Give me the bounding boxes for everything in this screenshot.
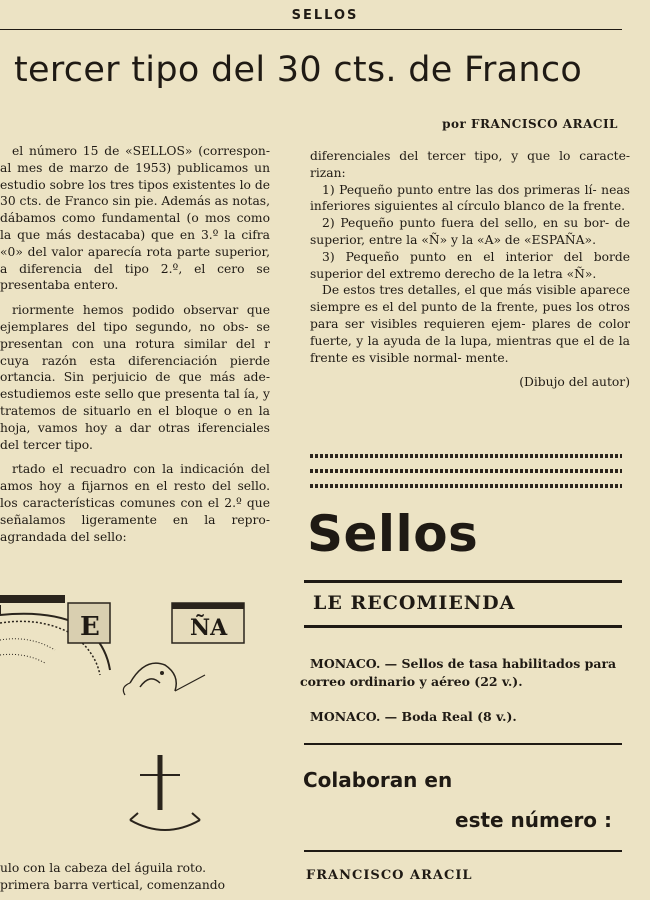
byline: por FRANCISCO ARACIL — [442, 117, 618, 131]
ad-1-line-1: MONACO. — Sellos de tasa habilitados para — [310, 656, 617, 671]
ornament-dashes-1 — [310, 454, 622, 458]
top-rule — [0, 29, 622, 30]
left-paragraph-2: riormente hemos podido observar que ejemplares del tipo segundo, no obs- se presentan con una rotura similar del r cuya razón esta diferenciación pierde ortancia. Sin perjuicio de que más ade- estudiemos este sello que presenta tal ía, y tratemos de situarlo en el bloque o en la hoja, vamos hoy a dar otras iferenciales del tercer tipo. — [0, 303, 270, 452]
rule-2 — [304, 625, 622, 628]
stamp-letters-na: ÑA — [190, 615, 228, 641]
drawing-credit: (Dibujo del autor) — [519, 375, 630, 390]
bottom-left-line-1: ulo con la cabeza del águila roto. — [0, 861, 207, 875]
collab-heading-2: este número : — [455, 808, 613, 832]
rule-1 — [304, 580, 622, 583]
rule-4 — [304, 850, 622, 852]
running-head: SELLOS — [291, 8, 359, 23]
left-paragraph-1: el número 15 de «SELLOS» (correspon- al mes de marzo de 1953) publicamos un estudio sobre los tres tipos existentes lo de 30 cts. de Franco sin pie. Además as notas, dábamos como fundamental (o mos como la que más destacaba) que en 3.º la cifra «0» del valor aparecía rota parte superior, a diferencia del tipo 2.º, el cero se presentaba entero. — [0, 144, 271, 293]
right-item-2: 2) Pequeño punto fuera del sello, en su bor- de superior, entre la «Ñ» y la «A» de «ESPAÑA». — [310, 216, 630, 247]
right-intro: diferenciales del tercer tipo, y que lo caracte- rizan: — [310, 149, 630, 180]
ad-1-line-2: correo ordinario y aéreo (22 v.). — [300, 674, 523, 689]
recommends-heading: LE RECOMIENDA — [313, 592, 516, 614]
stamp-detail-illustration — [0, 595, 260, 845]
contributor-name: FRANCISCO ARACIL — [306, 868, 473, 883]
left-paragraph-3: rtado el recuadro con la indicación del amos hoy a fijarnos en el resto del sello. los características comunes con el 2.º que señalamos ligeramente en la repro- agrandada del sello: — [0, 462, 270, 544]
ornament-dashes-2 — [310, 469, 622, 473]
right-item-3: 3) Pequeño punto en el interior del borde superior del extremo derecho de la letra «Ñ». — [310, 249, 630, 281]
bottom-left-line-2: primera barra vertical, comenzando — [0, 878, 226, 892]
article-title: tercer tipo del 30 cts. de Franco — [14, 50, 583, 90]
left-column — [0, 143, 270, 553]
bottom-left-text — [0, 860, 265, 894]
collab-heading-1: Colaboran en — [303, 768, 453, 792]
right-column — [310, 148, 630, 391]
right-item-1: 1) Pequeño punto entre las dos primeras lí- neas inferiores siguientes al círculo blanco de la frente. — [310, 182, 630, 214]
right-closing: De estos tres detalles, el que más visible aparece siempre es el del punto de la frente, pues los otros para ser visibles requieren ejem- plares de color fuerte, y la ayuda de la lupa, mientras que el de la frente es visible normal- mente. — [310, 283, 630, 365]
rule-3 — [304, 743, 622, 745]
stamp-letter-e: E — [80, 612, 100, 642]
sellos-logo: Sellos — [307, 505, 479, 563]
ad-2-line-1: MONACO. — Boda Real (8 v.). — [310, 709, 517, 724]
ornament-dashes-3 — [310, 484, 622, 488]
